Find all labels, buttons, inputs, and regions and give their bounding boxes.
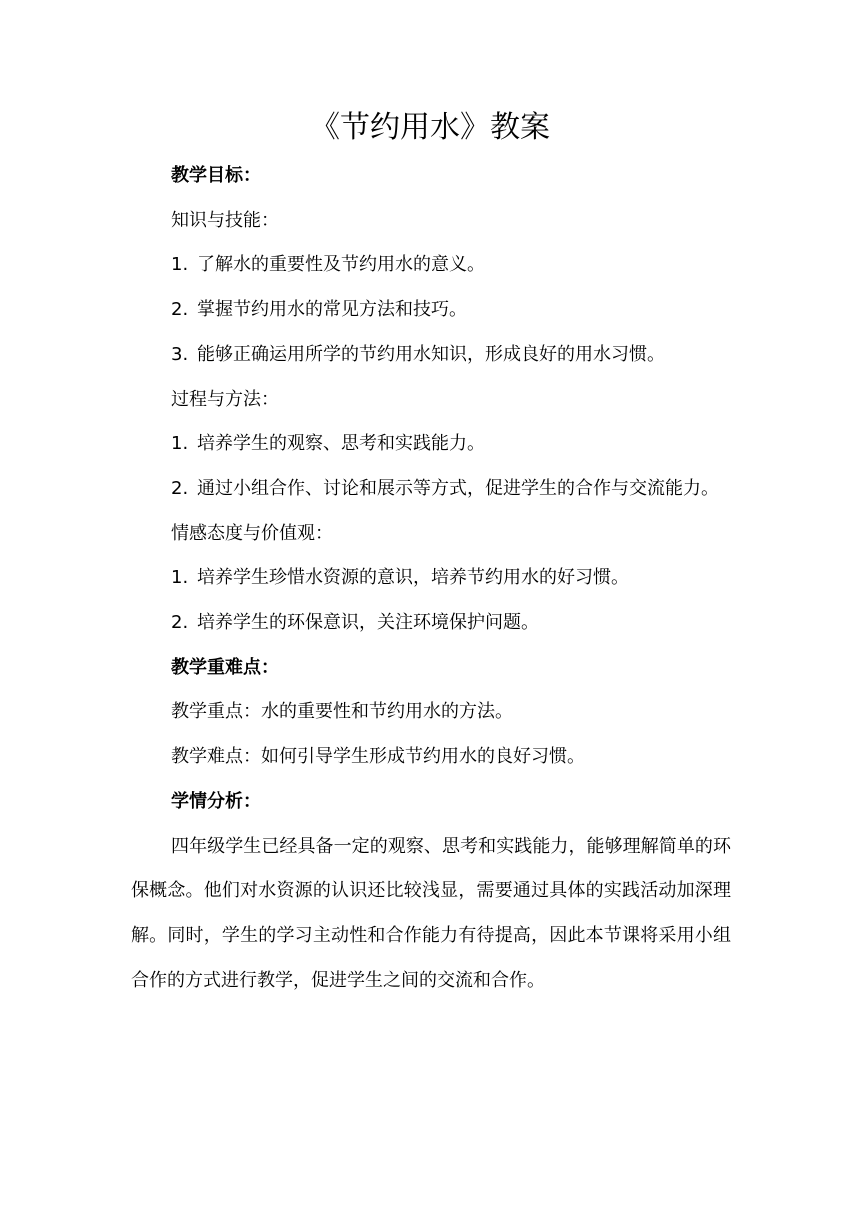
analysis-paragraph: 四年级学生已经具备一定的观察、思考和实践能力，能够理解简单的环保概念。他们对水资源的认识还比较浅显，需要通过具体的实践活动加深理解。同时，学生的学习主动性和合作能力有待提高，因此本节课将采用小组合作的方式进行教学，促进学生之间的交流和合作。 [131, 835, 731, 991]
list-text: 了解水的重要性及节约用水的意义。 [197, 254, 485, 276]
subheading-process: 过程与方法： [171, 388, 279, 410]
list-text: 能够正确运用所学的节约用水知识，形成良好的用水习惯。 [197, 343, 665, 365]
list-text: 培养学生的环保意识，关注环境保护问题。 [197, 612, 539, 634]
list-text: 培养学生珍惜水资源的意识，培养节约用水的好习惯。 [197, 567, 629, 589]
document-body [131, 154, 731, 1003]
list-number: 1. [171, 567, 189, 589]
list-item [131, 556, 731, 601]
list-item [131, 288, 731, 333]
section-heading-objectives: 教学目标： [171, 165, 261, 186]
list-item [131, 333, 731, 378]
list-number: 2. [171, 299, 189, 321]
list-text: 掌握节约用水的常见方法和技巧。 [197, 299, 467, 321]
section-heading-analysis: 学情分析： [171, 790, 261, 812]
list-text: 通过小组合作、讨论和展示等方式，促进学生的合作与交流能力。 [197, 477, 719, 499]
list-number: 2. [171, 612, 189, 634]
list-item [131, 243, 731, 288]
key-point-focus: 教学重点：水的重要性和节约用水的方法。 [171, 701, 513, 723]
list-number: 1. [171, 254, 189, 276]
list-item [131, 422, 731, 467]
subheading-emotion: 情感态度与价值观： [171, 522, 333, 544]
subheading-knowledge: 知识与技能： [171, 209, 279, 231]
section-heading-key-points: 教学重难点： [171, 656, 279, 678]
document-title: 《节约用水》教案 [310, 110, 550, 145]
list-number: 1. [171, 433, 189, 455]
list-item [131, 467, 731, 512]
list-text: 培养学生的观察、思考和实践能力。 [197, 433, 485, 455]
list-number: 2. [171, 477, 189, 499]
list-number: 3. [171, 343, 189, 365]
key-point-difficulty: 教学难点：如何引导学生形成节约用水的良好习惯。 [171, 746, 585, 768]
list-item [131, 601, 731, 646]
